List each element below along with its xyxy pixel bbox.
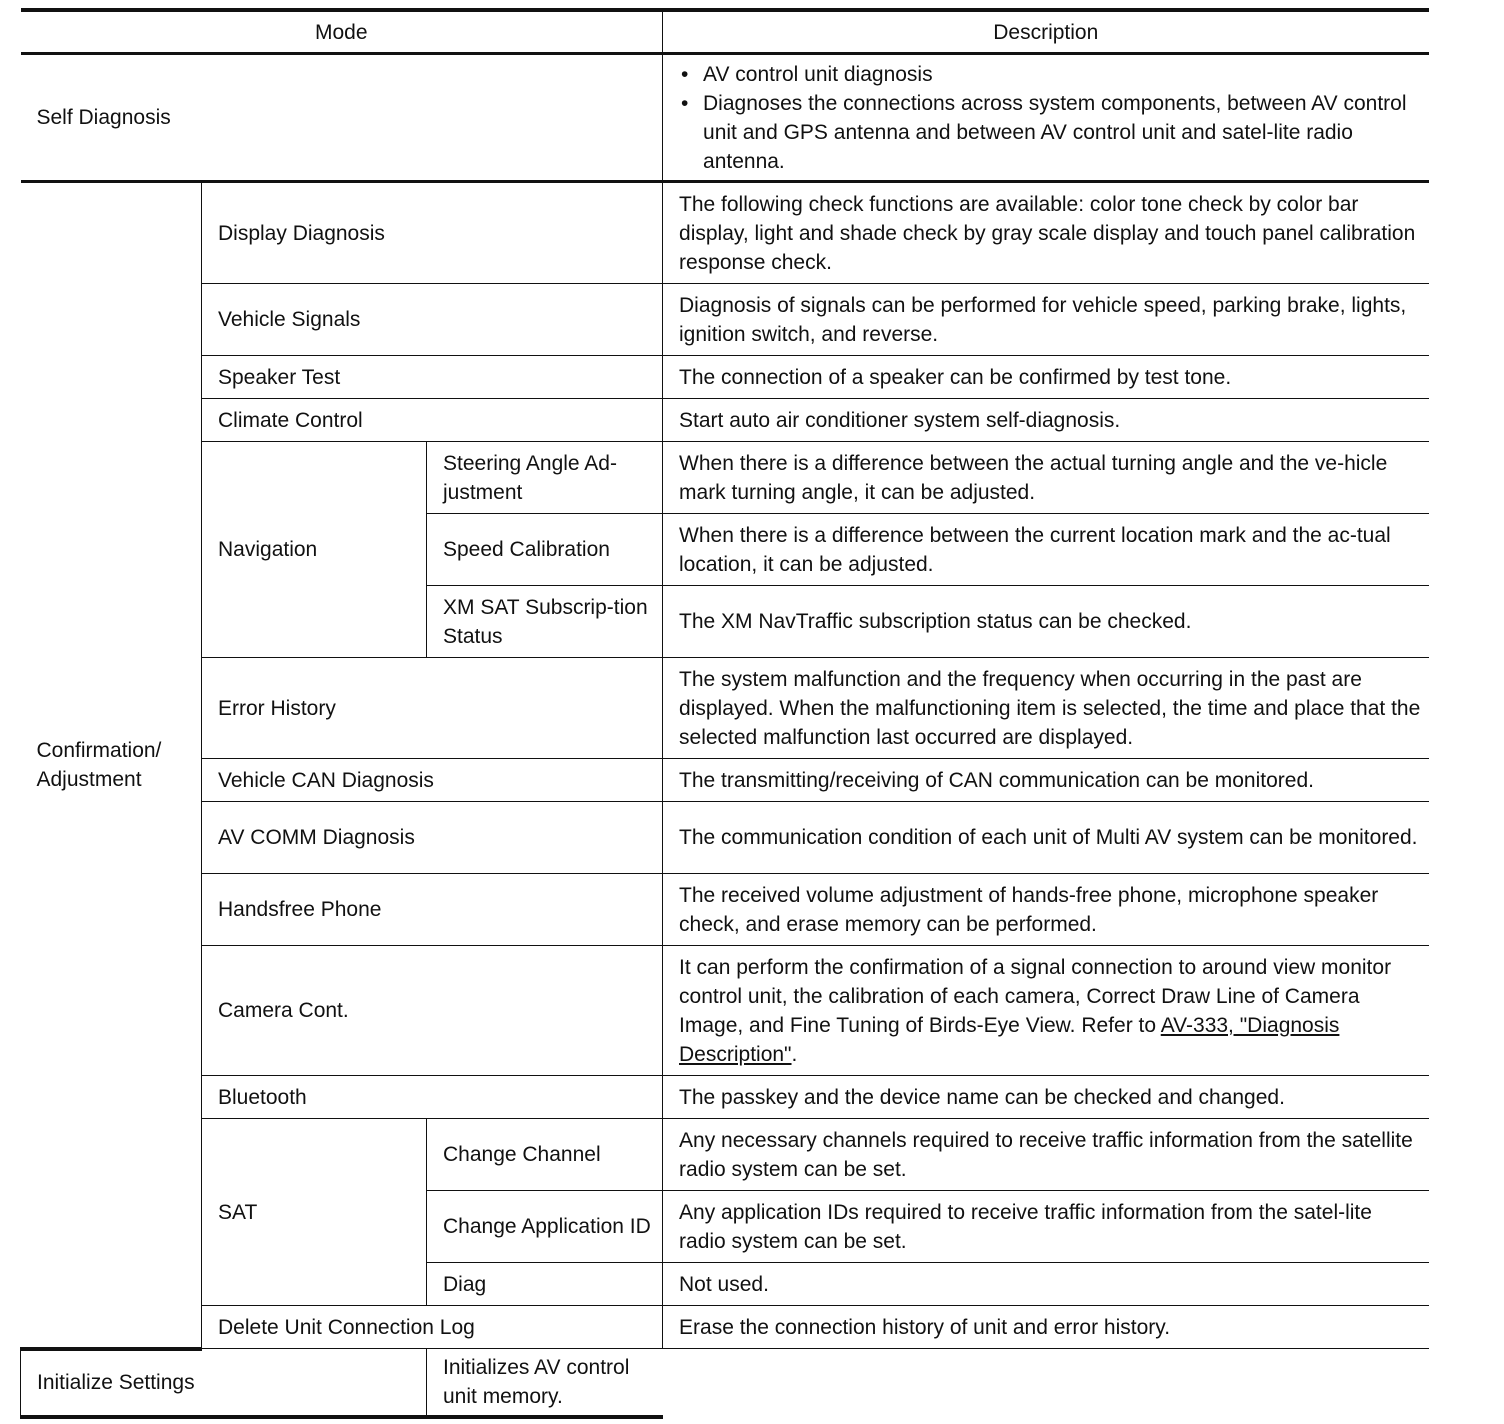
desc-camera-cont <box>663 946 1429 1076</box>
mode-confirmation-adjustment: Confirmation/ Adjustment <box>21 182 202 1349</box>
sub-diag: Diag <box>427 1263 663 1306</box>
sub-speed-calibration: Speed Calibration <box>427 514 663 586</box>
header-mode: Mode <box>21 10 663 54</box>
desc-bluetooth: The passkey and the device name can be checked and changed. <box>663 1076 1429 1119</box>
desc-climate-control: Start auto air conditioner system self-diagnosis. <box>663 399 1429 442</box>
mode-initialize-settings: Initialize Settings <box>21 1349 427 1418</box>
desc-self-diagnosis <box>663 54 1429 182</box>
table-row <box>21 442 1429 514</box>
mode-display-diagnosis: Display Diagnosis <box>202 182 663 284</box>
desc-vehicle-can: The transmitting/receiving of CAN communication can be monitored. <box>663 759 1429 802</box>
mode-climate-control: Climate Control <box>202 399 663 442</box>
desc-diag: Not used. <box>663 1263 1429 1306</box>
mode-bluetooth: Bluetooth <box>202 1076 663 1119</box>
mode-vehicle-can: Vehicle CAN Diagnosis <box>202 759 663 802</box>
reference-link[interactable]: AV-333, "Diagnosis Description" <box>679 1013 1340 1066</box>
desc-display-diagnosis: The following check functions are available: color tone check by color bar display, light and shade check by gray scale display and touch panel calibration response check. <box>663 182 1429 284</box>
table-row <box>21 1306 1429 1349</box>
desc-error-history: The system malfunction and the frequency when occurring in the past are displayed. When the malfunctioning item is selected, the time and place that the selected malfunction last occurred are displayed. <box>663 658 1429 759</box>
desc-steering-angle: When there is a difference between the actual turning angle and the ve-hicle mark turning angle, it can be adjusted. <box>663 442 1429 514</box>
desc-speed-calibration: When there is a difference between the current location mark and the ac-tual location, it can be adjusted. <box>663 514 1429 586</box>
table-row <box>21 356 1429 399</box>
sub-change-application-id: Change Application ID <box>427 1191 663 1263</box>
sub-steering-angle: Steering Angle Ad-justment <box>427 442 663 514</box>
mode-delete-unit-connection-log: Delete Unit Connection Log <box>202 1306 663 1349</box>
mode-camera-cont: Camera Cont. <box>202 946 663 1076</box>
desc-initialize-settings: Initializes AV control unit memory. <box>427 1349 663 1418</box>
table-row <box>21 1349 1429 1418</box>
bullet-item: • Diagnoses the connections across system components, between AV control unit and GPS antenna and between AV control unit and satel-lite radio antenna. <box>679 89 1421 176</box>
mode-handsfree-phone: Handsfree Phone <box>202 874 663 946</box>
desc-vehicle-signals: Diagnosis of signals can be performed for vehicle speed, parking brake, lights, ignition switch, and reverse. <box>663 284 1429 356</box>
table-row <box>21 399 1429 442</box>
desc-delete-unit-connection-log: Erase the connection history of unit and error history. <box>663 1306 1429 1349</box>
mode-description-table <box>20 8 1429 1419</box>
header-row <box>21 10 1429 54</box>
mode-self-diagnosis: Self Diagnosis <box>21 54 663 182</box>
table-row <box>21 284 1429 356</box>
mode-speaker-test: Speaker Test <box>202 356 663 399</box>
table-row <box>21 1119 1429 1191</box>
mode-sat: SAT <box>202 1119 427 1306</box>
desc-handsfree-phone: The received volume adjustment of hands-free phone, microphone speaker check, and erase memory can be performed. <box>663 874 1429 946</box>
table-row <box>21 54 1429 182</box>
table-row <box>21 1076 1429 1119</box>
desc-change-application-id: Any application IDs required to receive traffic information from the satel-lite radio system can be set. <box>663 1191 1429 1263</box>
table-row <box>21 802 1429 874</box>
mode-vehicle-signals: Vehicle Signals <box>202 284 663 356</box>
camera-desc-end: . <box>791 1042 798 1066</box>
mode-error-history: Error History <box>202 658 663 759</box>
table-row <box>21 946 1429 1076</box>
header-description: Description <box>663 10 1429 54</box>
desc-change-channel: Any necessary channels required to receive traffic information from the satellite radio system can be set. <box>663 1119 1429 1191</box>
table-row <box>21 182 1429 284</box>
desc-av-comm: The communication condition of each unit of Multi AV system can be monitored. <box>663 802 1429 874</box>
sub-change-channel: Change Channel <box>427 1119 663 1191</box>
desc-xm-sat-subscription: The XM NavTraffic subscription status can be checked. <box>663 586 1429 658</box>
camera-desc-text: It can perform the confirmation of a signal connection to around view monitor control unit, the calibration of each camera, Correct Draw Line of Camera Image, and Fine Tuning of Birds-Eye View. Refer to <box>679 955 1392 1037</box>
desc-speaker-test: The connection of a speaker can be confirmed by test tone. <box>663 356 1429 399</box>
table-row <box>21 658 1429 759</box>
table-row <box>21 759 1429 802</box>
mode-av-comm: AV COMM Diagnosis <box>202 802 663 874</box>
mode-navigation: Navigation <box>202 442 427 658</box>
bullet-item: • AV control unit diagnosis <box>679 60 1421 89</box>
sub-xm-sat-subscription: XM SAT Subscrip-tion Status <box>427 586 663 658</box>
table-row <box>21 874 1429 946</box>
